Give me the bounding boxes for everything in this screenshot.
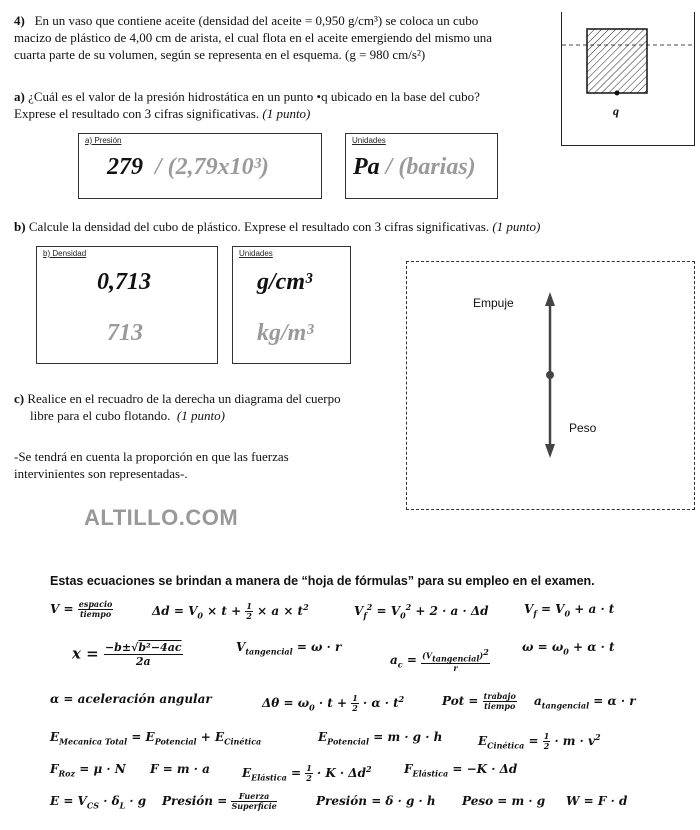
pressure-answer-alt: / (2,79x10³): [155, 154, 269, 180]
pressure-unit: [353, 154, 476, 181]
part-a-letter: a): [14, 89, 25, 104]
part-a-line-2: Exprese el resultado con 3 cifras significativas.: [14, 106, 260, 121]
watermark-logo: ALTILLO.COM: [84, 505, 239, 530]
formula-centripetal-acceleration: $a_c$ = $\frac{(V_{tangencial})^2}{r}$: [390, 647, 489, 674]
part-c-note-line-1: -Se tendrá en cuenta la proporción en que las fuerzas: [14, 449, 289, 464]
formula-angular-acceleration: α = aceleración angular: [50, 692, 212, 706]
part-a-question: [14, 88, 559, 122]
part-b-points: (1 punto): [492, 219, 541, 234]
point-q-dot: [615, 91, 620, 96]
formula-kinetic-energy: $E_{Cinética}$ = $\frac{1}{2}$ · $m \cdot v^2$: [478, 731, 601, 751]
formula-angular-velocity: $\omega = \omega_0 + \alpha \cdot t$: [522, 640, 615, 657]
free-body-diagram-svg: [407, 262, 694, 509]
force-up-label: Empuje: [473, 296, 514, 310]
problem-number: 4): [14, 13, 25, 28]
part-c-line-2: libre para el cubo flotando.: [30, 408, 171, 423]
pressure-answer-main: 279: [107, 154, 143, 180]
density-unit-alt: kg/m³: [257, 320, 314, 346]
part-c-note: [14, 448, 394, 482]
part-b-line: Calcule la densidad del cubo de plástico. Exprese el resultado con 3 cifras significativas.: [28, 219, 490, 234]
formula-pressure-definition: Presión = $\frac{\text{Fuerza}}{\text{Superficie}}$: [162, 791, 277, 811]
plastic-cube: [587, 29, 647, 93]
formula-hydrostatic-pressure: Presión = δ · g · h: [316, 794, 436, 808]
formula-work: W = F · d: [566, 794, 628, 808]
buoyancy-arrow-head: [545, 292, 555, 306]
formula-friction-force: $F_{Roz} = \mu \cdot N$: [50, 762, 126, 779]
formula-buoyancy: $E = V_{CS} \cdot \delta_L \cdot g$: [50, 794, 147, 811]
formula-final-velocity: $V_f = V_0 + a \cdot t$: [524, 602, 615, 619]
part-a-line-1: ¿Cuál es el valor de la presión hidrostática en un punto •q ubicado en la base del cubo?: [28, 89, 480, 104]
density-answer-box: [36, 246, 218, 364]
formula-velocity: V = $\frac{\text{espacio}}{\text{tiempo}}$: [50, 599, 113, 619]
density-answer-main: 0,713: [97, 269, 151, 295]
point-q-label: q: [613, 104, 619, 118]
pressure-units-box: [345, 133, 498, 199]
density-units-box: [232, 246, 351, 364]
formula-displacement: $\Delta d = V_0 \times t$ + $\frac{1}{2}$ × $a \times t^2$: [152, 601, 309, 621]
part-a-points: (1 punto): [262, 106, 311, 121]
free-body-diagram-box: [406, 261, 695, 510]
pressure-answer: [107, 154, 269, 181]
formula-tangential-acceleration: $a_{tangencial} = \alpha \cdot r$: [534, 694, 636, 711]
density-units-label: Unidades: [239, 249, 273, 258]
cube-diagram-svg: [562, 12, 694, 145]
intro-line-2: macizo de plástico de 4,00 cm de arista, el cual flota en el aceite emergiendo del mismo una: [14, 30, 493, 45]
intro-line-1: En un vaso que contiene aceite (densidad del aceite = 0,950 g/cm³) se coloca un cubo: [34, 13, 479, 28]
density-unit-main: g/cm³: [257, 269, 313, 295]
formula-potential-energy: $E_{Potencial} = m \cdot g \cdot h$: [318, 730, 443, 747]
part-c-points: (1 punto): [176, 408, 225, 423]
part-c-line-1: Realice en el recuadro de la derecha un diagrama del cuerpo: [27, 391, 341, 406]
density-box-label: b) Densidad: [43, 249, 87, 258]
formula-mechanical-energy: $E_{Mecanica Total} = E_{Potencial} + E_{Cinética}$: [50, 730, 262, 747]
formula-weight: Peso = m · g: [462, 794, 546, 808]
weight-arrow-head: [545, 444, 555, 458]
density-answer-alt: 713: [107, 320, 143, 346]
intro-line-3: cuarta parte de su volumen, según se representa en el esquema. (g = 980 cm/s²): [14, 47, 426, 62]
formula-elastic-force: $F_{Elástica} = -K \cdot \Delta d$: [404, 762, 518, 779]
formula-sheet-heading: Estas ecuaciones se brindan a manera de “hoja de fórmulas” para su empleo en el examen.: [50, 574, 595, 588]
formula-elastic-energy: $E_{Elástica}$ = $\frac{1}{2}$ · $K \cdot \Delta d^2$: [242, 763, 372, 783]
formula-newton-second-law: F = m · a: [150, 762, 210, 776]
formula-power: Pot = $\frac{\text{trabajo}}{\text{tiempo}}$: [442, 691, 516, 711]
formula-tangential-velocity: $V_{tangencial} = \omega \cdot r$: [236, 640, 342, 657]
pressure-answer-box: [78, 133, 322, 199]
part-c-question: [14, 390, 394, 424]
part-c-note-line-2: intervinientes son representadas-.: [14, 466, 188, 481]
part-b-letter: b): [14, 219, 26, 234]
pressure-unit-alt: / (barias): [385, 154, 476, 180]
part-b-question: [14, 218, 674, 235]
problem-statement: [14, 12, 554, 63]
center-of-mass-dot: [546, 371, 554, 379]
cube-in-oil-diagram: [561, 12, 695, 146]
formula-quadratic: x = $\frac{\text{−b±√b²−4ac}}{2a}$: [72, 641, 182, 668]
part-c-letter: c): [14, 391, 25, 406]
formula-final-velocity-squared: $V_f^2 = V_0^2 + 2 \cdot a \cdot \Delta d$: [354, 602, 489, 621]
formula-angular-displacement: $\Delta\theta = \omega_0 \cdot t$ + $\frac{1}{2}$ · $\alpha \cdot t^2$: [262, 693, 405, 713]
pressure-units-label: Unidades: [352, 136, 386, 145]
pressure-unit-main: Pa: [353, 154, 380, 180]
pressure-box-label: a) Presión: [85, 136, 122, 145]
force-down-label: Peso: [569, 421, 597, 435]
